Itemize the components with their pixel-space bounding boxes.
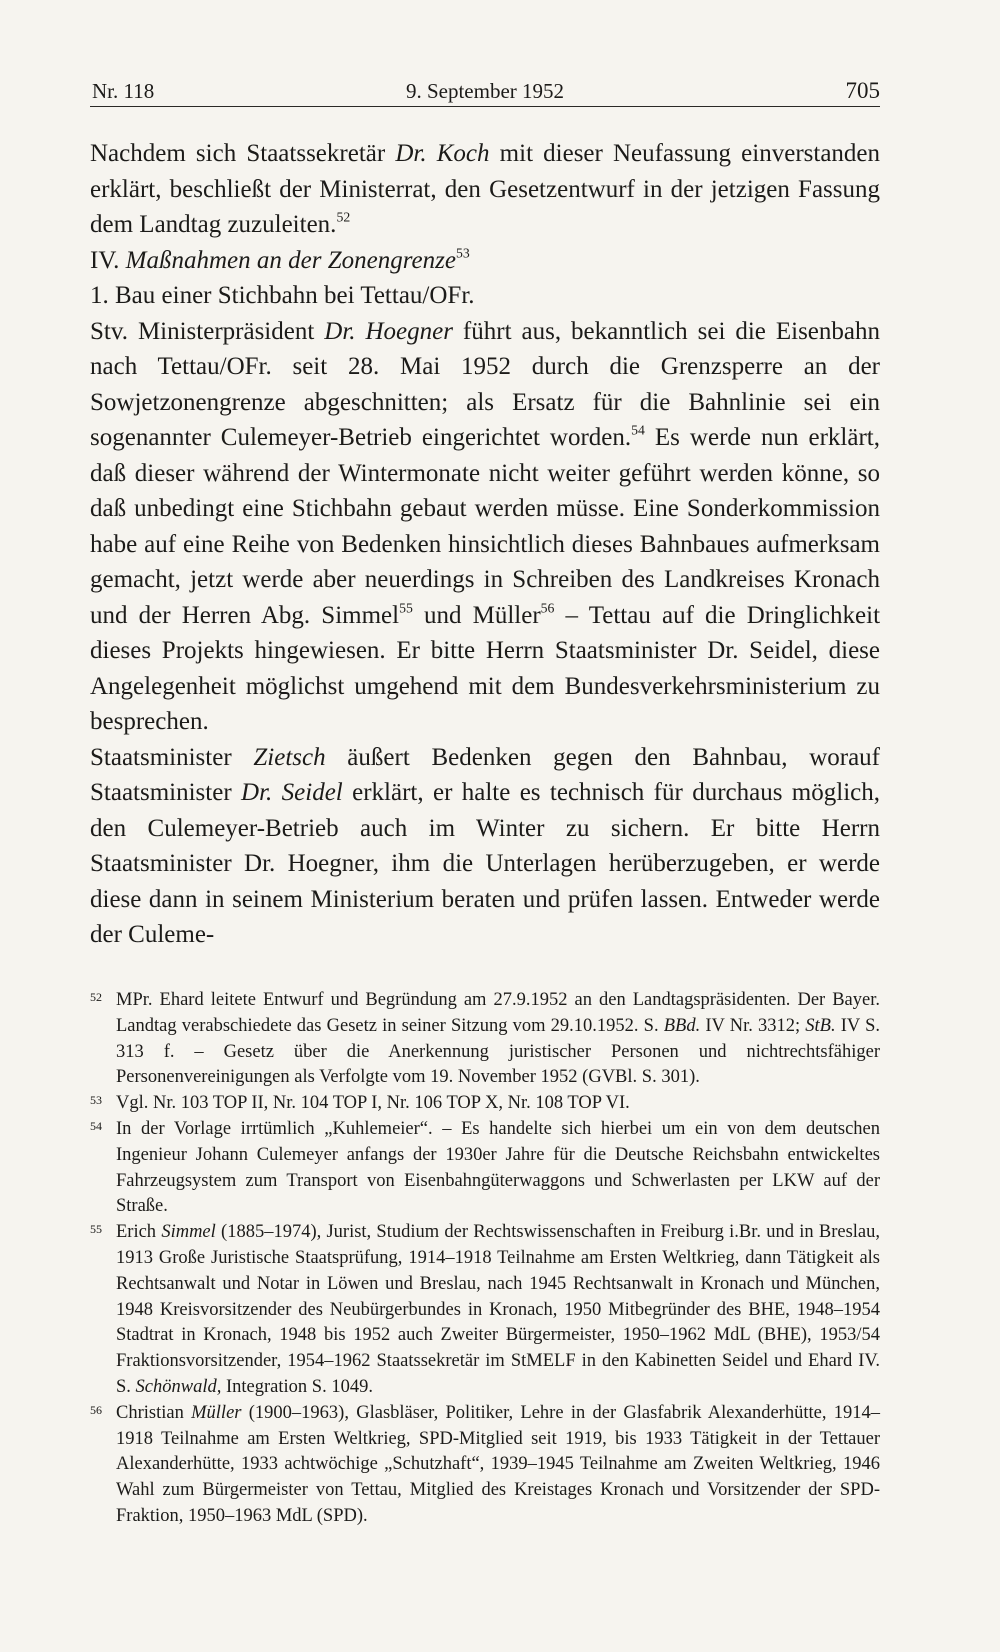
footnote-number: 52 (90, 990, 102, 1004)
citation-abbrev: BBd. (663, 1015, 701, 1036)
running-header (90, 76, 880, 107)
text-run: äußert Bedenken gegen den Bahnbau, worauf Staatsminister (90, 743, 880, 806)
text-run: Nachdem sich Staatssekretär (90, 140, 396, 167)
text-run: Stv. Ministerpräsident (90, 317, 325, 345)
section-heading (90, 243, 880, 279)
main-text (90, 136, 880, 953)
footnote-ref[interactable]: 55 (399, 600, 413, 616)
person-name: Dr. Seidel (241, 779, 343, 806)
footnote-53 (90, 1091, 880, 1117)
text-run: (1885–1974), Jurist, Studium der Rechtswissenschaften in Freiburg i.Br. und in Breslau, 1913 Große Juristische Staatsprüfung, 1914–1918 Teilnahme am Ersten Weltkrieg, dann Tätigkeit als Rechtsanwalt und Notar in Löwen und Breslau, nach 1945 Rechtsanwalt in Kronach und München, 1948 Kreisvorsitzender des Neubürgerbundes in Kronach, 1950 Mitbegründer des BHE, 1948–1954 Stadtrat in Kronach, 1948 bis 1952 auch Zweiter Bürgermeister, 1950–1962 MdL (BHE), 1953/54 Fraktionsvorsitzender, 1954–1962 Staatssekretär im StMELF in den Kabinetten Seidel und Ehard IV. S. (116, 1222, 881, 1397)
text-run: Vgl. Nr. 103 TOP II, Nr. 104 TOP I, Nr. 106 TOP X, Nr. 108 TOP VI. (116, 1093, 630, 1114)
text-run: Staatsminister (90, 743, 254, 771)
text-run: IV S. 313 f. – Gesetz über die Anerkennung juristischer Personen und nichtrechtsfähiger Personenvereinigungen als Verfolgte vom 19. November 1952 (GVBl. S. 301). (116, 1015, 881, 1088)
footnotes (90, 988, 880, 1530)
text-run: führt aus, bekanntlich sei die Eisenbahn nach Tettau/OFr. seit 28. Mai 1952 durch die Grenzsperre an der Sowjetzonengrenze abgeschnitten; als Ersatz für die Bahnlinie sei ein sogenannter Culemeyer-Betrieb eingerichtet worden. (90, 317, 880, 451)
session-date: 9. September 1952 (405, 79, 565, 103)
text-run: (1900–1963), Glasbläser, Politiker, Lehre in der Glasfabrik Alexanderhütte, 1914–1918 Teilnahme am Ersten Weltkrieg, SPD-Mitglied seit 1919, bis 1933 Tätigkeit in der Tettauer Alexanderhütte, 1933 achtwöchige „Schutzhaft“, 1939–1945 Teilnahme am Zweiten Weltkrieg, 1946 Wahl zum Bürgermeister von Tettau, Mitglied des Kreistages Kronach und Vorsitzender der SPD-Fraktion, 1950–1963 MdL (SPD). (116, 1402, 880, 1526)
person-name: Dr. Hoegner (324, 317, 453, 345)
text-run: In der Vorlage irrtümlich „Kuhlemeier“. – Es handelte sich hierbei um ein von dem deutschen Ingenieur Johann Culemeyer anfangs der 1930er Jahre für die Deutsche Reichsbahn entwickeltes Fahrzeugsystem zum Transport von Eisenbahngüterwaggons und Schwerlasten per LKW auf der Straße. (116, 1118, 880, 1217)
text-run: Christian (116, 1402, 192, 1423)
person-name: Simmel (161, 1222, 216, 1243)
page-number: 705 (845, 78, 880, 103)
footnote-56 (90, 1401, 880, 1530)
footnote-ref[interactable]: 56 (540, 600, 555, 616)
footnote-ref[interactable]: 54 (631, 422, 645, 438)
footnote-number: 55 (90, 1222, 102, 1237)
footnote-number: 54 (90, 1118, 102, 1133)
issue-number: Nr. 118 (92, 79, 155, 103)
citation-author: Schönwald, (135, 1376, 222, 1397)
text-run: Integration S. 1049. (221, 1376, 373, 1397)
footnote-55 (90, 1220, 880, 1401)
text-run: IV Nr. 3312; (700, 1015, 806, 1036)
subsection-heading: 1. Bau einer Stichbahn bei Tettau/OFr. (90, 282, 475, 309)
text-run: mit dieser Neufassung einverstanden erklärt, beschließt der Ministerrat, den Gesetzentwurf in der jetzigen Fassung dem Landtag zuzuleiten. (90, 140, 881, 238)
person-name: Zietsch (253, 743, 326, 771)
text-run: und Müller (412, 601, 541, 629)
footnote-54 (90, 1117, 880, 1220)
footnote-ref[interactable]: 53 (455, 245, 470, 261)
text-run: – Tettau auf die Dringlichkeit dieses Projekts hingewiesen. Er bitte Herrn Staatsminister Dr. Seidel, diese Angelegenheit möglichst umgehend mit dem Bundesverkehrsministerium zu besprechen. (90, 601, 881, 735)
section-number: IV. (90, 246, 126, 274)
paragraph-3 (90, 740, 880, 953)
text-run: MPr. Ehard leitete Entwurf und Begründung am 27.9.1952 an den Landtagspräsidenten. Der Bayer. Landtag verabschiedete das Gesetz in seiner Sitzung vom 29.10.1952. S. (116, 990, 880, 1036)
text-run: Es werde nun erklärt, daß dieser während der Wintermonate nicht weiter geführt werden könne, so daß unbedingt eine Stichbahn gebaut werden müsse. Eine Sonderkommission habe auf eine Reihe von Bedenken hinsichtlich dieses Bahnbaues aufmerksam gemacht, jetzt werde aber neuerdings in Schreiben des Landkreises Kronach und der Herren Abg. Simmel (90, 424, 880, 629)
footnote-number: 56 (90, 1402, 102, 1417)
paragraph-1 (90, 136, 880, 243)
person-name: Müller (191, 1402, 242, 1423)
citation-abbrev: StB. (805, 1015, 836, 1036)
paragraph-2 (90, 314, 880, 740)
text-run: erklärt, er halte es technisch für durchaus möglich, den Culemeyer-Betrieb auch im Winter zu sichern. Er bitte Herrn Staatsminister Dr. Hoegner, ihm die Unterlagen herüberzugeben, er werde diese dann in seinem Ministerium beraten und prüfen lassen. Entweder werde der Culeme- (90, 779, 880, 948)
person-name: Dr. Koch (395, 140, 490, 167)
section-title: Maßnahmen an der Zonengrenze (125, 246, 456, 274)
footnote-number: 53 (90, 1093, 102, 1108)
footnote-52 (90, 988, 880, 1091)
text-run: Erich (116, 1222, 162, 1243)
footnote-ref[interactable]: 52 (336, 209, 351, 225)
